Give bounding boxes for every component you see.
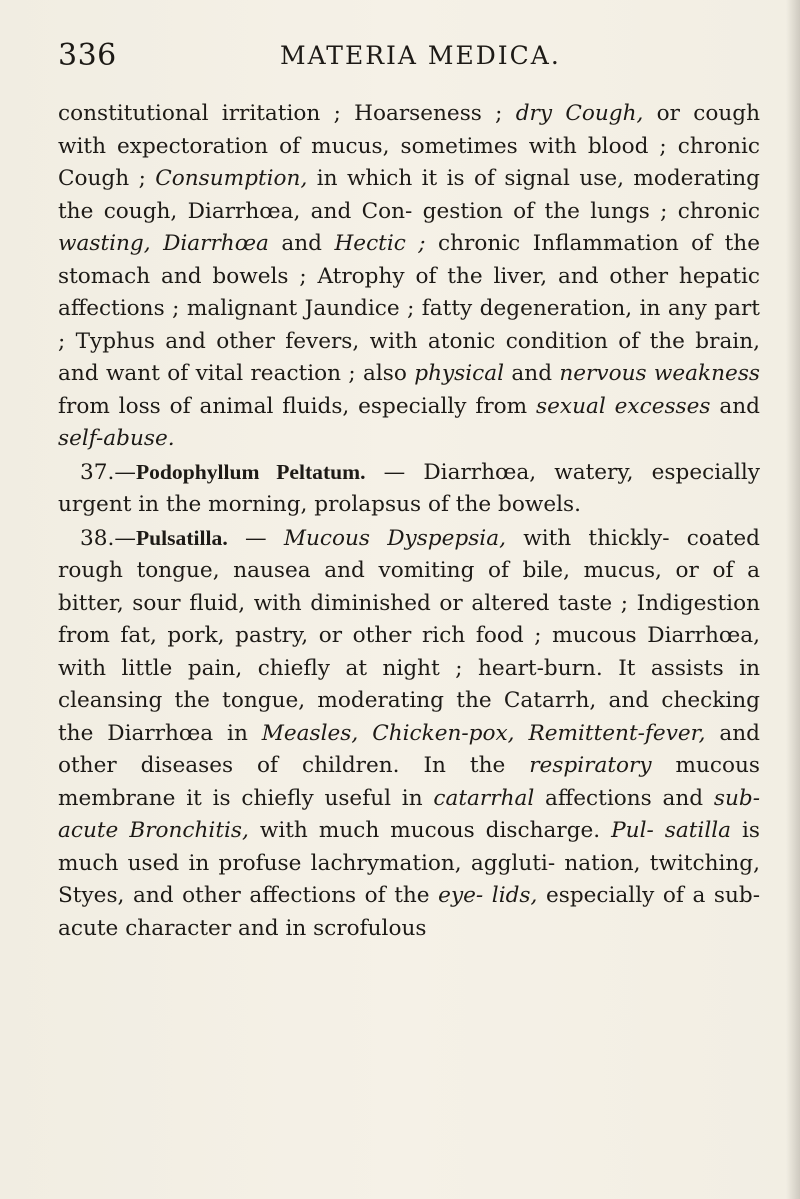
text-run: and bbox=[719, 393, 760, 419]
entry-number: 37.— bbox=[80, 459, 136, 485]
italic-run: Consumption, bbox=[155, 166, 308, 191]
text-run: especially of a sub-acute character and in scrofulous bbox=[58, 883, 761, 941]
italic-run: Measles, bbox=[261, 720, 359, 746]
entry-heading: Podophyllum Peltatum. bbox=[135, 459, 366, 484]
page-header bbox=[58, 38, 748, 88]
italic-run: sub-acute Bronchitis, bbox=[58, 785, 760, 843]
italic-run: respiratory bbox=[529, 753, 652, 778]
entry-38-pulsatilla bbox=[58, 522, 760, 946]
paragraph-continuation bbox=[58, 98, 760, 456]
text-run bbox=[515, 721, 529, 746]
italic-run: eye- lids, bbox=[438, 883, 538, 908]
italic-run: wasting, Diarrhœa bbox=[58, 231, 269, 256]
text-run: mucous membrane it is chiefly useful in bbox=[58, 753, 760, 811]
italic-run: self-abuse. bbox=[58, 426, 175, 451]
italic-run: catarrhal bbox=[433, 785, 535, 811]
text-run: chronic Inflammation of the stomach and bowels ; Atrophy of the liver, and other hepatic affections ; malignant Jaundice ; fatty degeneration, in any part ; Typhus and other fevers, with atonic condition of the brain, and want of vital reaction ; also bbox=[58, 231, 760, 386]
text-run: constitutional irritation ; Hoarseness ; bbox=[58, 101, 503, 126]
italic-run: Hectic ; bbox=[334, 231, 426, 256]
entry-number: 38.— bbox=[80, 525, 136, 551]
text-run: or cough with expectoration of mucus, sometimes with blood ; chronic Cough ; bbox=[58, 101, 760, 191]
italic-run: dry Cough, bbox=[515, 101, 644, 126]
text-run: with much mucous discharge. bbox=[248, 818, 612, 843]
italic-run: Mucous Dyspepsia, bbox=[283, 525, 506, 551]
italic-run: Pul- satilla bbox=[611, 818, 732, 843]
italic-run: Chicken-pox, bbox=[372, 720, 515, 746]
text-run: in which it is of signal use, moderating the cough, Diarrhœa, and Con- gestion of the lungs ; chronic bbox=[58, 166, 760, 224]
text-run: and other diseases of children. In the bbox=[58, 720, 760, 778]
text-run: from loss of animal fluids, especially from bbox=[58, 393, 528, 419]
entry-37-podophyllum bbox=[58, 456, 760, 522]
page-edge-shadow bbox=[786, 0, 800, 1199]
running-title: MATERIA MEDICA. bbox=[280, 41, 561, 70]
text-run: — bbox=[227, 525, 284, 551]
text-run: is much used in profuse lachrymation, aggluti- nation, twitching, Styes, and other affections of the bbox=[58, 818, 761, 908]
text-run: and bbox=[511, 361, 553, 386]
page-number: 336 bbox=[58, 38, 117, 73]
text-run: and bbox=[281, 231, 322, 256]
italic-run: nervous weakness bbox=[559, 361, 760, 386]
body-text bbox=[58, 98, 760, 945]
entry-heading: Pulsatilla. bbox=[135, 525, 228, 550]
italic-run: physical bbox=[414, 361, 505, 386]
text-run: affections and bbox=[534, 785, 714, 811]
text-run: with thickly- coated rough tongue, nausea and vomiting of bile, mucus, or of a bitter, sour fluid, with diminished or altered taste ; Indigestion from fat, pork, pastry, or other rich food ; mucous Diarrhœa, with little pain, chiefly at night ; heart-burn. It assists in cleansing the tongue, moderating the Catarrh, and checking the Diarrhœa in bbox=[58, 525, 761, 746]
italic-run: sexual excesses bbox=[536, 393, 711, 419]
italic-run: Remittent-fever, bbox=[528, 720, 706, 746]
text-run bbox=[358, 721, 372, 746]
text-run: — Diarrhœa, watery, especially urgent in the morning, prolapsus of the bowels. bbox=[58, 459, 760, 517]
